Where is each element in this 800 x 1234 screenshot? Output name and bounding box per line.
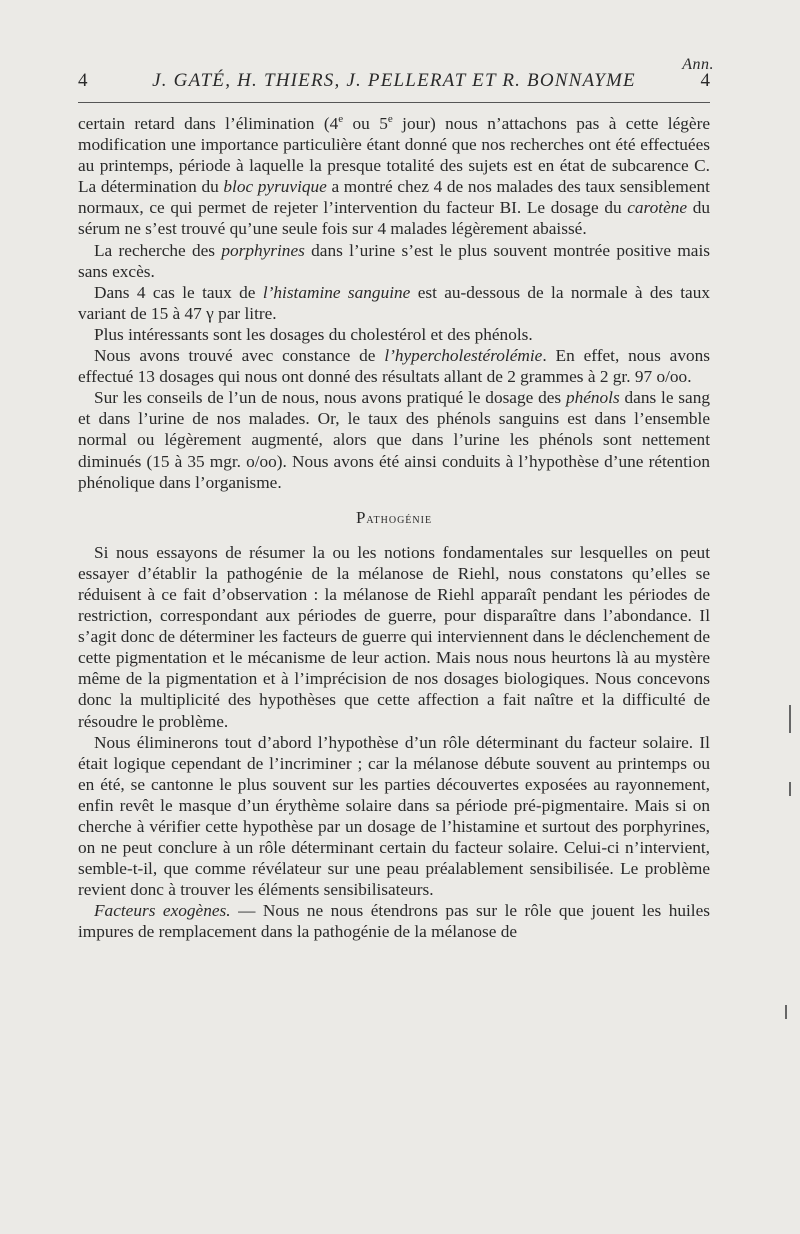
italic-text: l’hypercholestérolémie (384, 346, 543, 366)
italic-text: phénols (565, 388, 620, 408)
text-run: du sérum ne s’est trouvé qu’une seule fois sur 4 malades légèrement abaissé. (78, 198, 710, 239)
section-heading: Pathogénie (355, 507, 433, 527)
paragraph (78, 345, 710, 387)
margin-mark (789, 705, 791, 733)
text-run: Nous éliminerons tout d’abord l’hypothèse d’un rôle déterminant du facteur solaire. Il était logique cependant de l’incriminer ; car la mélanose débute souvent au printemps ou en été, se cantonne le plus souvent sur les parties découvertes exposées au rayonnement, enfin revêt le masque d’un érythème solaire dans sa période pré-pigmentaire. Mais si on cherche à vérifier cette hypothèse par un dosage de l’histamine et surtout des porphyrines, on ne peut conclure à un rôle déterminant certain du facteur solaire. Celui-ci n’intervient, semble-t-il, que comme révélateur sur une peau préalablement sensibilisée. Le problème revient donc à trouver les éléments sensibilisateurs. (78, 732, 710, 900)
text-run: Si nous essayons de résumer la ou les notions fondamentales sur lesquelles on peut essayer d’établir la pathogénie de la mélanose de Riehl, nous constatons qu’elles se réduisent à ce fait d’observation : la mélanose de Riehl apparaît pendant les périodes de restriction, correspondant aux périodes de guerre, pour disparaître dans l’abondance. Il s’agit donc de déterminer les facteurs de guerre qui interviennent dans le déclenchement de cette pigmentation et le mécanisme de leur action. Mais nous nous heurtons là au mystère même de la pigmentation et à l’imprécision de nos dosages biologiques. Nous concevons donc la multiplicité des hypothèses que cette affection a fait naître et la difficulté de résoudre le problème. (78, 542, 710, 731)
page-number-right: 4 (700, 70, 710, 91)
section-results (78, 113, 710, 493)
text-run: — Nous ne nous étendrons pas sur le rôle que jouent les huiles impures de remplacement dans la pathogénie de la mélanose de (78, 901, 710, 942)
section-pathogenesis (78, 542, 710, 943)
margin-mark (785, 1005, 787, 1019)
paragraph (78, 900, 710, 942)
text-run: . En effet, nous avons effectué 13 dosages qui nous ont donné des résultats allant de 2 grammes à 2 gr. 97 o/oo. (78, 346, 710, 387)
authors-line: J. GATÉ, H. THIERS, J. PELLERAT ET R. BONNAYME (152, 70, 636, 91)
text-run: La recherche des (94, 240, 222, 260)
text-run: dans le sang et dans l’urine de nos malades. Or, le taux des phénols sanguins est dans l’ensemble normal ou légèrement augmenté, alors que dans l’urine les phénols sont nettement diminués (15 à 35 mgr. o/oo). Nous avons été ainsi conduits à l’hypothèse d’une rétention phénolique dans l’organisme. (78, 388, 710, 492)
superscript: e (387, 113, 393, 126)
body-text (78, 113, 710, 943)
text-run: Dans 4 cas le taux de (94, 282, 263, 302)
page-number-left: 4 (78, 70, 88, 91)
text-run: est au-dessous de la normale à des taux variant de 15 à 47 γ par litre. (78, 282, 710, 323)
text-run: dans l’urine s’est le plus souvent montrée positive mais sans excès. (78, 240, 710, 281)
text-run: Sur les conseils de l’un de nous, nous avons pratiqué le dosage des (94, 388, 566, 408)
paragraph (78, 240, 710, 282)
superscript: e (338, 113, 344, 126)
italic-text: l’histamine sanguine (262, 282, 411, 302)
italic-text: porphyrines (221, 240, 305, 260)
header-rule (78, 102, 710, 103)
text-run: certain retard dans l’élimination (4 (78, 114, 339, 133)
text-run: ou 5 (343, 114, 388, 133)
paragraph (78, 387, 710, 492)
text-run: Nous avons trouvé avec constance de (94, 346, 385, 366)
italic-text: bloc pyruvique (223, 177, 327, 197)
journal-abbreviation: Ann. (682, 56, 714, 73)
paragraph (78, 113, 710, 240)
italic-text: carotène (627, 198, 688, 218)
paragraph (78, 542, 710, 732)
text-run: jour) nous n’attachons pas à cette légère modification une importance particulière étant donné que nos recherches ont été effectuées au printemps, période à laquelle la presque totalité des sujets est en état de subcarence C. La détermination du (78, 114, 711, 197)
margin-mark (789, 782, 791, 796)
paragraph (78, 732, 710, 901)
text-run: a montré chez 4 de nos malades des taux sensiblement normaux, ce qui permet de rejeter l’intervention du facteur BI. Le dosage du (78, 177, 710, 218)
italic-text: Facteurs exogènes. (94, 901, 231, 921)
running-header (78, 70, 710, 94)
text-run: Plus intéressants sont les dosages du cholestérol et des phénols. (94, 324, 533, 344)
paragraph (78, 282, 710, 324)
paragraph (78, 324, 710, 345)
